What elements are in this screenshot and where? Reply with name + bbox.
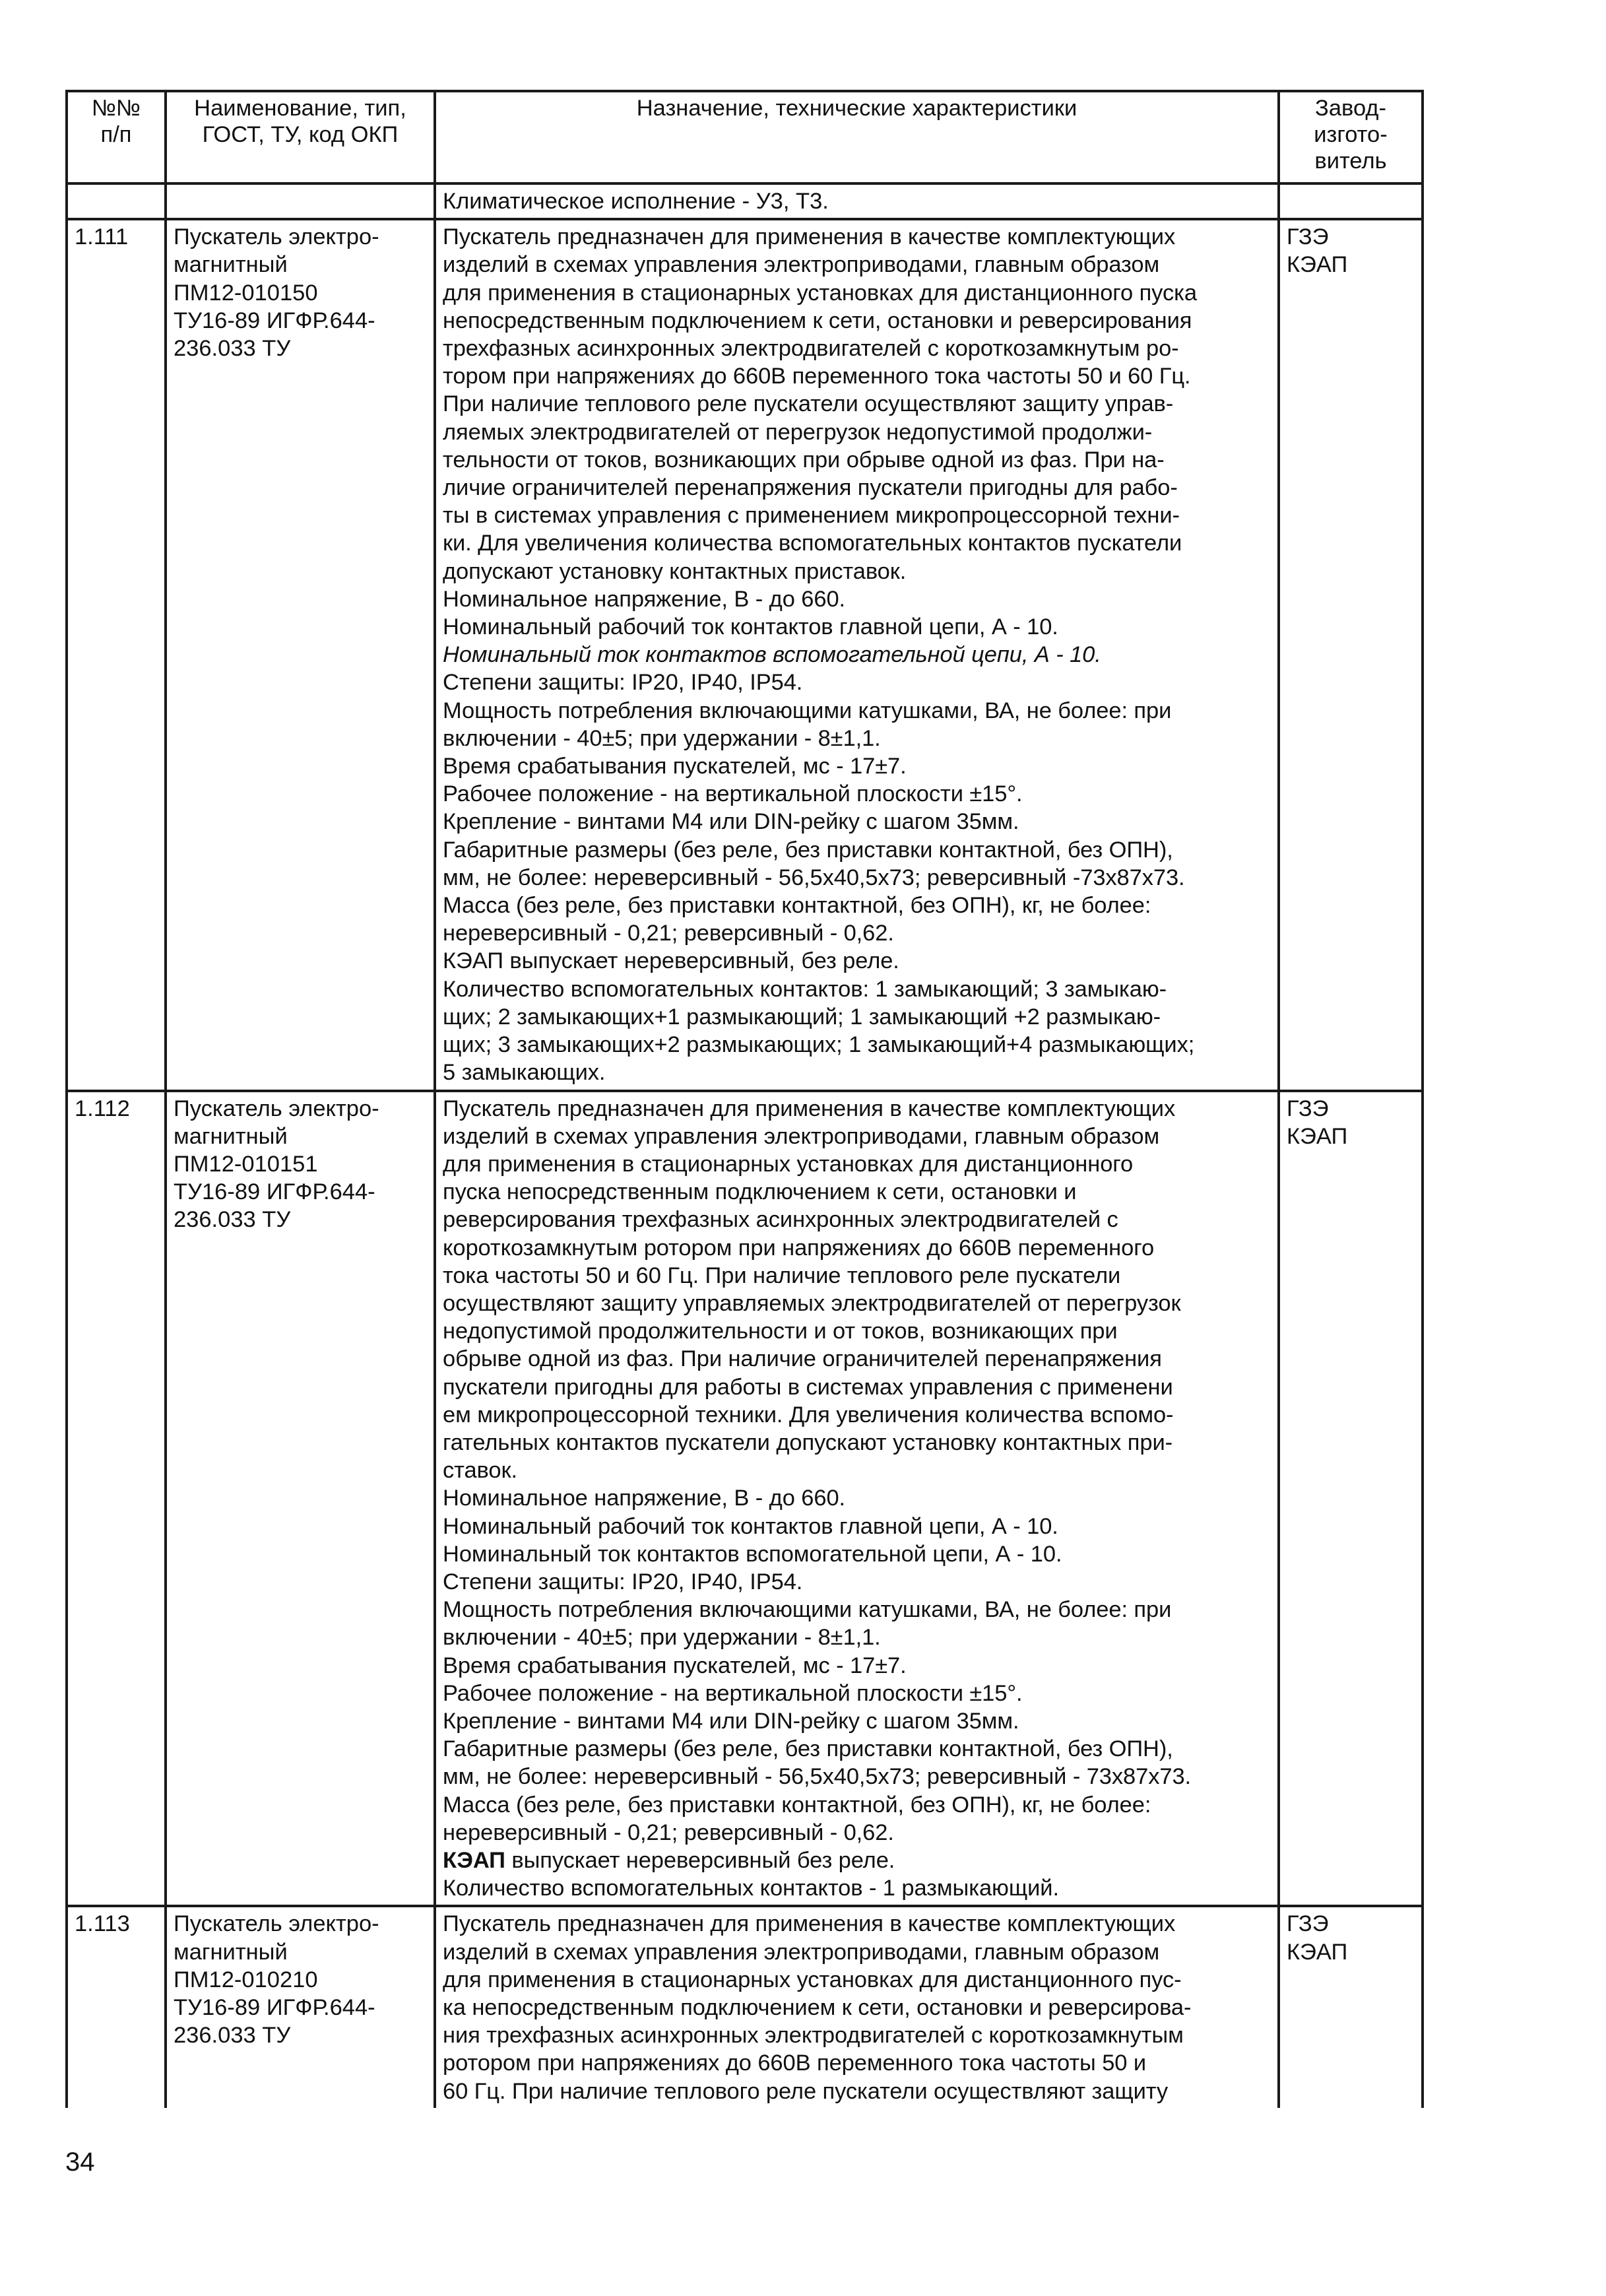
header-num [67, 91, 166, 183]
item-name [166, 1091, 435, 1907]
description-line: ния трехфазных асинхронных электродвигателей с короткозамкнутым [443, 2023, 1184, 2049]
description-line: Время срабатывания пускателей, мс - 17±7. [443, 1653, 907, 1678]
item-name-line: Пускатель электро- [174, 1911, 379, 1937]
description-line: ставок. [443, 1458, 517, 1484]
description-line: КЭАП выпускает нереверсивный, без реле. [443, 948, 899, 974]
description-line: Рабочее положение - на вертикальной плоскости ±15°. [443, 781, 1023, 807]
manufacturer-line: КЭАП [1287, 252, 1348, 278]
header-desc [435, 91, 1279, 183]
description-line: гательных контактов пускатели допускают установку контактных при- [443, 1429, 1173, 1455]
item-description [435, 219, 1279, 1090]
description-line: ротором при напряжениях до 660В переменного тока частоты 50 и [443, 2050, 1147, 2076]
description-line: включении - 40±5; при удержании - 8±1,1. [443, 725, 881, 751]
description-line: тором при напряжениях до 660В переменного тока частоты 50 и 60 Гц. [443, 364, 1191, 389]
description-line: мм, не более: нереверсивный - 56,5х40,5х73; реверсивный -73х87х73. [443, 865, 1185, 890]
description-line: нереверсивный - 0,21; реверсивный - 0,62. [443, 1820, 894, 1845]
item-name [166, 1906, 435, 2107]
description-line: Габаритные размеры (без реле, без приставки контактной, без ОПН), [443, 1736, 1173, 1762]
description-line: 5 замыкающих. [443, 1060, 606, 1086]
table-row [67, 1906, 1423, 2107]
item-name-line: ПМ12-010210 [174, 1967, 318, 1992]
description-line: щих; 2 замыкающих+1 размыкающий; 1 замыкающий +2 размыкаю- [443, 1004, 1161, 1030]
description-line: непосредственным подключением к сети, остановки и реверсирования [443, 308, 1192, 333]
description-line: Пускатель предназначен для применения в качестве комплектующих [443, 1911, 1176, 1937]
header-num-line: п/п [100, 122, 132, 147]
description-line: щих; 3 замыкающих+2 размыкающих; 1 замыкающий+4 размыкающих; [443, 1032, 1195, 1058]
manufacturer-abbrev: КЭАП [443, 1847, 505, 1873]
item-name [166, 219, 435, 1090]
description-line: Крепление - винтами М4 или DIN-рейку с шагом 35мм. [443, 1708, 1019, 1734]
header-name-line: Наименование, тип, [194, 96, 406, 121]
description-line: Рабочее положение - на вертикальной плоскости ±15°. [443, 1680, 1023, 1706]
description-line: Номинальный рабочий ток контактов главной цепи, А - 10. [443, 614, 1058, 640]
table-row [67, 1091, 1423, 1907]
description-line: Номинальный ток контактов вспомогательной цепи, А - 10. [443, 1541, 1062, 1567]
header-mfr-line: изгото- [1314, 122, 1388, 147]
header-name-line: ГОСТ, ТУ, код ОКП [202, 122, 399, 147]
description-line: Габаритные размеры (без реле, без приставки контактной, без ОПН), [443, 837, 1173, 863]
description-line: изделий в схемах управления электроприводами, главным образом [443, 1939, 1160, 1965]
description-line: тельности от токов, возникающих при обрыве одной из фаз. При на- [443, 447, 1165, 473]
description-line: ки. Для увеличения количества вспомогательных контактов пускатели [443, 531, 1182, 556]
description-line: Номинальный ток контактов вспомогательной цепи, А - 10. [443, 642, 1101, 668]
description-line: Пускатель предназначен для применения в качестве комплектующих [443, 224, 1176, 250]
description-line: Степени защиты: IP20, IP40, IP54. [443, 670, 803, 696]
item-number: 1.112 [67, 1091, 166, 1907]
item-name-line: ПМ12-010151 [174, 1151, 318, 1177]
item-manufacturer [1279, 219, 1423, 1090]
description-line: трехфазных асинхронных электродвигателей с короткозамкнутым ро- [443, 336, 1179, 362]
item-name-line: магнитный [174, 1939, 288, 1965]
manufacturer-line: ГЗЭ [1287, 1096, 1329, 1121]
item-number: 1.111 [67, 219, 166, 1090]
table-header-row [67, 91, 1423, 183]
manufacturer-line: КЭАП [1287, 1123, 1348, 1149]
description-line: пуска непосредственным подключением к сети, остановки и [443, 1179, 1077, 1205]
description-line: личие ограничителей перенапряжения пускатели пригодны для рабо- [443, 475, 1178, 501]
description-line: осуществляют защиту управляемых электродвигателей от перегрузок [443, 1290, 1181, 1316]
description-line: Номинальное напряжение, В - до 660. [443, 586, 846, 612]
description-line: реверсирования трехфазных асинхронных электродвигателей с [443, 1207, 1118, 1233]
item-name-line: ПМ12-010150 [174, 280, 318, 306]
item-name-line: Пускатель электро- [174, 224, 379, 250]
description-line: Номинальное напряжение, В - до 660. [443, 1486, 846, 1511]
continuation-name-cell [166, 183, 435, 219]
description-line: для применения в стационарных установках для дистанционного пус- [443, 1967, 1182, 1992]
description-line: нереверсивный - 0,21; реверсивный - 0,62. [443, 921, 894, 946]
item-name-line: ТУ16-89 ИГФР.644- [174, 1995, 375, 2020]
description-line: Крепление - винтами М4 или DIN-рейку с шагом 35мм. [443, 809, 1019, 835]
item-name-line: магнитный [174, 1123, 288, 1149]
description-line: Количество вспомогательных контактов: 1 замыкающий; 3 замыкаю- [443, 976, 1167, 1002]
description-line: При наличие теплового реле пускатели осуществляют защиту управ- [443, 391, 1174, 417]
item-name-line: ТУ16-89 ИГФР.644- [174, 1179, 375, 1205]
header-name [166, 91, 435, 183]
header-mfr-line: Завод- [1314, 96, 1386, 121]
description-line: недопустимой продолжительности и от токов, возникающих при [443, 1319, 1118, 1344]
item-description [435, 1906, 1279, 2107]
description-line: ляемых электродвигателей от перегрузок недопустимой продолжи- [443, 419, 1153, 445]
header-mfr-line: витель [1314, 148, 1387, 174]
description-line: пускатели пригодны для работы в системах управления с применени [443, 1374, 1173, 1400]
description-line: изделий в схемах управления электроприводами, главным образом [443, 252, 1160, 278]
description-line: для применения в стационарных установках для дистанционного пуска [443, 280, 1197, 306]
item-number: 1.113 [67, 1906, 166, 2107]
manufacturer-line: ГЗЭ [1287, 224, 1329, 250]
description-line: тока частоты 50 и 60 Гц. При наличие теплового реле пускатели [443, 1263, 1121, 1288]
description-line: для применения в стационарных установках для дистанционного [443, 1151, 1134, 1177]
header-manufacturer [1279, 91, 1423, 183]
description-line: Время срабатывания пускателей, мс - 17±7. [443, 754, 907, 779]
manufacturer-line: ГЗЭ [1287, 1911, 1329, 1937]
manufacturer-line: КЭАП [1287, 1939, 1348, 1965]
continuation-row [67, 183, 1423, 219]
description-line: мм, не более: нереверсивный - 56,5х40,5х73; реверсивный - 73х87х73. [443, 1764, 1192, 1790]
description-line: 60 Гц. При наличие теплового реле пускатели осуществляют защиту [443, 2078, 1169, 2104]
item-name-line: ТУ16-89 ИГФР.644- [174, 308, 375, 333]
item-name-line: 236.033 ТУ [174, 1207, 291, 1233]
description-line: допускают установку контактных приставок. [443, 558, 907, 584]
continuation-desc-cell [435, 183, 1279, 219]
item-name-line: магнитный [174, 252, 288, 278]
description-line: Степени защиты: IP20, IP40, IP54. [443, 1569, 803, 1594]
catalog-table [65, 90, 1424, 2108]
description-line: Мощность потребления включающими катушками, ВА, не более: при [443, 698, 1172, 723]
description-line: Мощность потребления включающими катушками, ВА, не более: при [443, 1597, 1172, 1623]
description-line: Пускатель предназначен для применения в качестве комплектующих [443, 1096, 1176, 1121]
table-row [67, 219, 1423, 1090]
description-line: ка непосредственным подключением к сети, остановки и реверсирова- [443, 1995, 1192, 2020]
continuation-num-cell [67, 183, 166, 219]
item-manufacturer [1279, 1091, 1423, 1907]
description-line: изделий в схемах управления электроприводами, главным образом [443, 1123, 1160, 1149]
description-line: включении - 40±5; при удержании - 8±1,1. [443, 1625, 881, 1651]
item-description [435, 1091, 1279, 1907]
description-line: Номинальный рабочий ток контактов главной цепи, А - 10. [443, 1513, 1058, 1539]
item-name-line: 236.033 ТУ [174, 336, 291, 362]
item-name-line: Пускатель электро- [174, 1096, 379, 1121]
item-name-line: 236.033 ТУ [174, 2023, 291, 2049]
continuation-text: Климатическое исполнение - У3, Т3. [443, 189, 829, 214]
continuation-mfr-cell [1279, 183, 1423, 219]
description-line: Количество вспомогательных контактов - 1 размыкающий. [443, 1876, 1059, 1901]
description-line: Масса (без реле, без приставки контактной, без ОПН), кг, не более: [443, 1792, 1151, 1818]
header-num-line: №№ [91, 96, 141, 121]
description-line: ты в системах управления с применением микропроцессорной техни- [443, 503, 1180, 529]
header-desc-line: Назначение, технические характеристики [636, 96, 1077, 121]
description-line: Масса (без реле, без приставки контактной, без ОПН), кг, не более: [443, 893, 1151, 919]
description-line: ем микропроцессорной техники. Для увеличения количества вспомо- [443, 1402, 1174, 1427]
item-manufacturer [1279, 1906, 1423, 2107]
page-number: 34 [65, 2148, 95, 2177]
description-line: короткозамкнутым ротором при напряжениях до 660В переменного [443, 1235, 1155, 1261]
description-line: КЭАП выпускает нереверсивный без реле. [443, 1847, 895, 1873]
description-line: обрыве одной из фаз. При наличие ограничителей перенапряжения [443, 1346, 1162, 1372]
